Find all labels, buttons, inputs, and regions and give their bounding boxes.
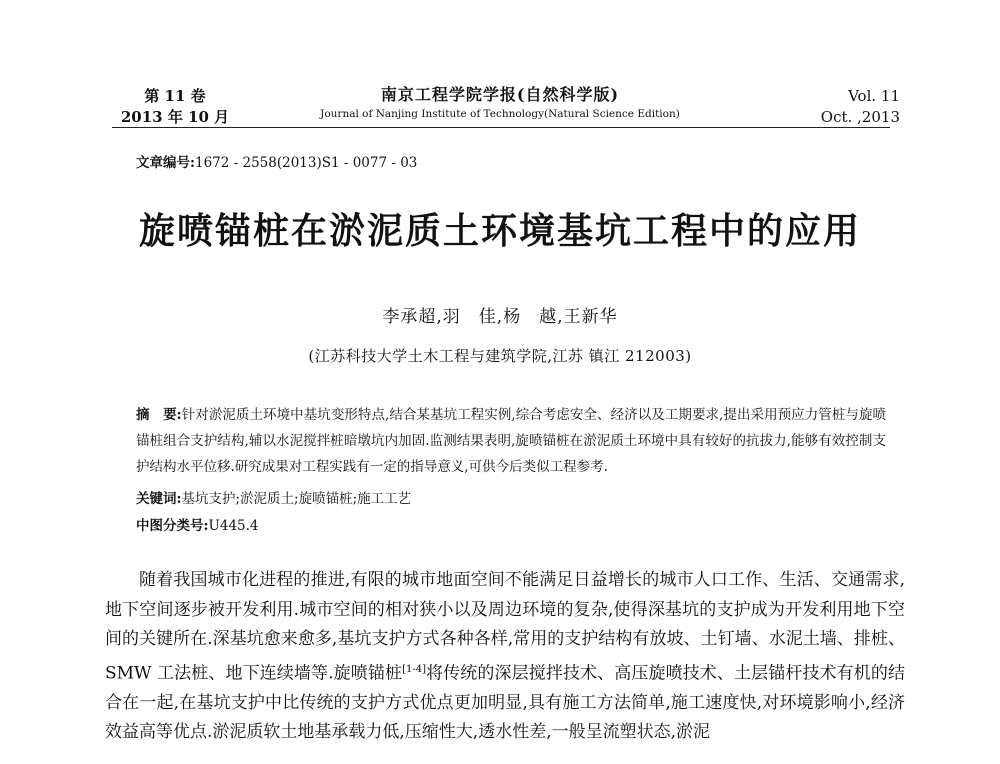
header-center bbox=[300, 84, 700, 122]
volume-en: Vol. 11 bbox=[848, 87, 900, 105]
classification-label: 中图分类号: bbox=[136, 518, 209, 534]
classification bbox=[136, 514, 259, 534]
body-paragraph bbox=[105, 566, 905, 748]
authors: 李承超,羽 佳,杨 越,王新华 bbox=[382, 307, 618, 327]
keywords-text: 基坑支护;淤泥质土;旋喷锚桩;施工工艺 bbox=[181, 491, 412, 507]
abstract-label: 摘 要: bbox=[136, 407, 182, 423]
journal-name-en: Journal of Nanjing Institute of Technology(Natural Science Edition) bbox=[320, 108, 680, 120]
header-rule bbox=[112, 127, 890, 128]
affiliation: (江苏科技大学土木工程与建筑学院,江苏 镇江 212003) bbox=[308, 347, 692, 365]
date-cn: 2013 年 10 月 bbox=[120, 108, 230, 126]
journal-name-cn: 南京工程学院学报(自然科学版) bbox=[380, 85, 620, 104]
keywords bbox=[136, 487, 411, 507]
classification-text: U445.4 bbox=[208, 518, 259, 534]
article-number-value: 1672 - 2558(2013)S1 - 0077 - 03 bbox=[194, 155, 418, 171]
date-en: Oct. ,2013 bbox=[820, 108, 900, 126]
article-number-label: 文章编号: bbox=[136, 155, 195, 171]
keywords-label: 关键词: bbox=[136, 491, 182, 507]
body-text-part1: 随着我国城市化进程的推进,有限的城市地面空间不能满足日益增长的城市人口工作、生活、交通需求,地下空间逐步被开发利用.城市空间的相对狭小以及周边环境的复杂,使得深基坑的支护成为开发利用地下空间的关键所在.深基坑愈来愈多,基坑支护方式各种各样,常用的支护结构有放坡、土钉墙、水泥土墙、排桩、SMW 工法桩、地下连续墙等.旋喷锚桩 bbox=[105, 570, 905, 684]
header-right bbox=[800, 86, 900, 128]
header-left bbox=[115, 86, 235, 128]
abstract-text: 针对淤泥质土环境中基坑变形特点,结合某基坑工程实例,综合考虑安全、经济以及工期要求,提出采用预应力管桩与旋喷锚桩组合支护结构,辅以水泥搅拌桩暗墩坑内加固.监测结果表明,旋喷锚桩在淤泥质土环境中具有较好的抗拔力,能够有效控制支护结构水平位移.研究成果对工程实践有一定的指导意义,可供今后类似工程参考. bbox=[136, 407, 887, 475]
paper-title: 旋喷锚桩在淤泥质土环境基坑工程中的应用 bbox=[138, 211, 861, 252]
article-number bbox=[136, 151, 417, 171]
abstract bbox=[136, 402, 886, 480]
volume-cn: 第 11 卷 bbox=[144, 87, 206, 105]
body-text-part2: 将传统的深层搅拌技术、高压旋喷技术、土层锚杆技术有机的结合在一起,在基坑支护中比传统的支护方式优点更加明显,具有施工方法简单,施工速度快,对环境影响小,经济效益高等优点.淤泥质软土地基承载力低,压缩性大,透水性差,一般呈流塑状态,淤泥 bbox=[105, 663, 905, 743]
citation[interactable]: [1-4] bbox=[402, 663, 426, 675]
